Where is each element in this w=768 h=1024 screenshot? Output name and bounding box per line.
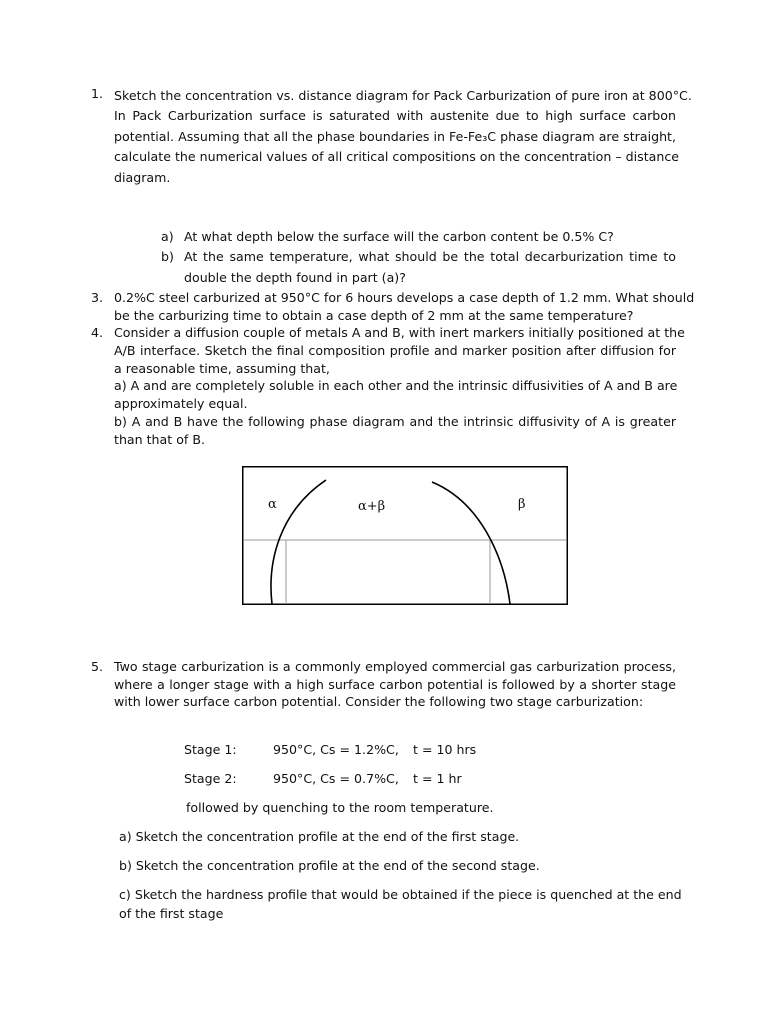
- question-2b-line: double the depth found in part (a)?: [184, 270, 406, 285]
- question-4-line: approximately equal.: [114, 396, 248, 411]
- stage-2-conditions: 950°C, Cs = 0.7%C,: [273, 771, 399, 786]
- question-5-line: with lower surface carbon potential. Consider the following two stage carburization:: [114, 694, 644, 709]
- question-1-line: potential. Assuming that all the phase boundaries in Fe-Fe₃C phase diagram are straight,: [114, 129, 676, 144]
- beta-solvus-curve: [432, 482, 510, 604]
- question-1-line: In Pack Carburization surface is saturated with austenite due to high surface carbon: [114, 108, 676, 123]
- phase-diagram-svg: [242, 466, 568, 605]
- question-5-line: where a longer stage with a high surface carbon potential is followed by a shorter stage: [114, 677, 676, 692]
- question-4-line: A/B interface. Sketch the final composition profile and marker position after diffusion for: [114, 343, 676, 358]
- question-3-number: 3.: [91, 290, 104, 305]
- question-2b-line: At the same temperature, what should be the total decarburization time to: [184, 249, 676, 264]
- stage-1-label: Stage 1:: [184, 742, 237, 757]
- question-4-line: a reasonable time, assuming that,: [114, 361, 330, 376]
- question-1-line: calculate the numerical values of all critical compositions on the concentration – distance: [114, 149, 680, 164]
- question-2a-text: At what depth below the surface will the carbon content be 0.5% C?: [184, 229, 614, 244]
- alpha-beta-label: α+β: [358, 499, 386, 514]
- stage-1-time: t = 10 hrs: [413, 742, 477, 757]
- stage-2-label: Stage 2:: [184, 771, 237, 786]
- question-2b-label: b): [161, 249, 174, 264]
- phase-diagram: [242, 466, 568, 605]
- question-1-line: diagram.: [114, 170, 171, 185]
- question-1-number: 1.: [91, 86, 104, 101]
- question-4-line: a) A and are completely soluble in each other and the intrinsic diffusivities of A and B are: [114, 378, 678, 393]
- question-1-line: Sketch the concentration vs. distance diagram for Pack Carburization of pure iron at 800°C.: [114, 88, 692, 103]
- alpha-label: α: [268, 497, 277, 512]
- question-5c-line: c) Sketch the hardness profile that would be obtained if the piece is quenched at the end: [119, 887, 682, 902]
- question-4-line: Consider a diffusion couple of metals A and B, with inert markers initially positioned at the: [114, 325, 685, 340]
- stage-2-time: t = 1 hr: [413, 771, 462, 786]
- question-4-number: 4.: [91, 325, 104, 340]
- question-2a-label: a): [161, 229, 174, 244]
- question-5a: a) Sketch the concentration profile at the end of the first stage.: [119, 829, 520, 844]
- question-3-line: be the carburizing time to obtain a case depth of 2 mm at the same temperature?: [114, 308, 634, 323]
- question-4-line: than that of B.: [114, 432, 205, 447]
- stage-1-conditions: 950°C, Cs = 1.2%C,: [273, 742, 399, 757]
- question-5b: b) Sketch the concentration profile at the end of the second stage.: [119, 858, 540, 873]
- phase-diagram-frame: [243, 467, 568, 605]
- question-5-number: 5.: [91, 659, 104, 674]
- quench-note: followed by quenching to the room temperature.: [186, 800, 494, 815]
- alpha-solvus-curve: [271, 480, 326, 604]
- question-4-line: b) A and B have the following phase diagram and the intrinsic diffusivity of A is greater: [114, 414, 676, 429]
- beta-label: β: [518, 497, 526, 512]
- question-5c-line: of the first stage: [119, 906, 224, 921]
- question-3-line: 0.2%C steel carburized at 950°C for 6 hours develops a case depth of 1.2 mm. What should: [114, 290, 695, 305]
- question-5-line: Two stage carburization is a commonly employed commercial gas carburization process,: [114, 659, 676, 674]
